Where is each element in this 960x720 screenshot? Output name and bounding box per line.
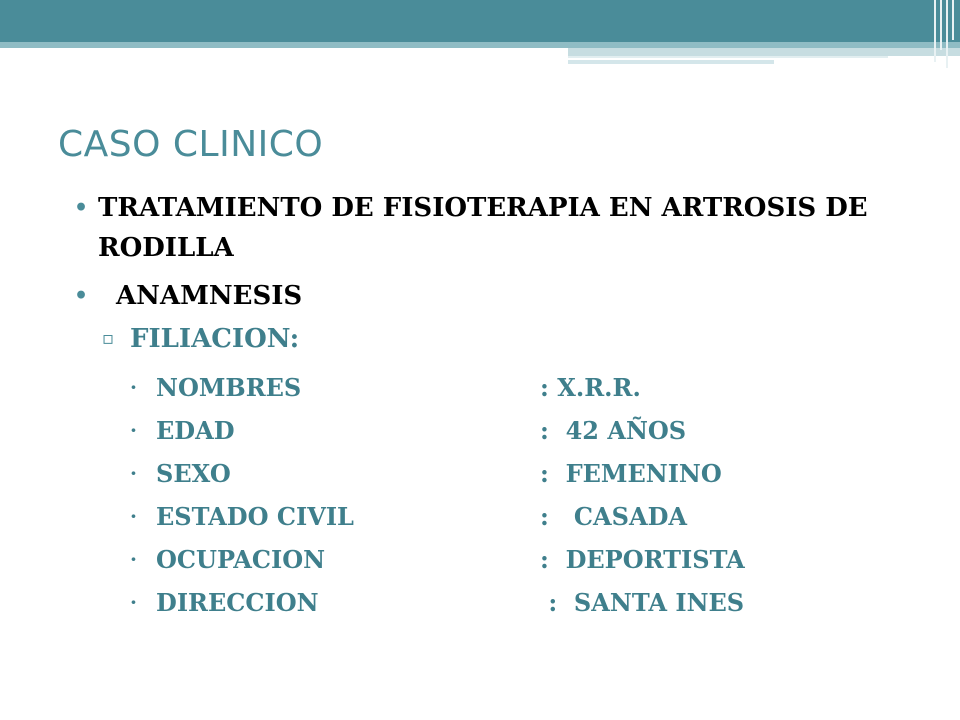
header-stripe-short: [568, 60, 774, 64]
field-label: SEXO: [156, 459, 231, 488]
sub-bullet-filiacion-text: FILIACION:: [130, 324, 300, 354]
field-value: : DEPORTISTA: [540, 545, 745, 574]
field-label: OCUPACION: [156, 545, 326, 574]
middot-bullet-icon: ·: [130, 504, 137, 528]
list-item: [74, 495, 934, 538]
middot-bullet-icon: ·: [130, 418, 137, 442]
slide-body: [74, 188, 934, 624]
field-label: DIRECCION: [156, 588, 319, 617]
sub-bullet-filiacion: [74, 318, 934, 360]
field-value: : SANTA INES: [540, 588, 745, 617]
middot-bullet-icon: ·: [130, 590, 137, 614]
list-item: [74, 366, 934, 409]
bullet-dot-icon: •: [74, 195, 89, 221]
list-item: [74, 409, 934, 452]
bullet-treatment-text: TRATAMIENTO DE FISIOTERAPIA EN ARTROSIS DE RODILLA: [98, 193, 868, 263]
field-label: EDAD: [156, 416, 235, 445]
header-stripe-thin: [568, 56, 888, 58]
header-stripe-accent: [568, 48, 960, 56]
field-value: : FEMENINO: [540, 459, 722, 488]
slide-title: CASO CLINICO: [58, 124, 324, 165]
middot-bullet-icon: ·: [130, 375, 137, 399]
bullet-anamnesis: [74, 276, 934, 316]
middot-bullet-icon: ·: [130, 547, 137, 571]
corner-lines: [928, 0, 960, 70]
bullet-dot-icon: •: [74, 283, 89, 309]
middot-bullet-icon: ·: [130, 461, 137, 485]
field-value: : 42 AÑOS: [540, 416, 687, 445]
bullet-treatment: [74, 188, 934, 268]
list-item: [74, 452, 934, 495]
square-bullet-icon: ▫: [102, 328, 115, 349]
list-item: [74, 538, 934, 581]
filiation-list: [74, 366, 934, 624]
field-value: : CASADA: [540, 502, 688, 531]
field-label: NOMBRES: [156, 373, 302, 402]
field-value: : X.R.R.: [540, 373, 641, 402]
bullet-anamnesis-text: ANAMNESIS: [116, 281, 303, 311]
list-item: [74, 581, 934, 624]
header-band: [0, 0, 960, 42]
field-label: ESTADO CIVIL: [156, 502, 354, 531]
